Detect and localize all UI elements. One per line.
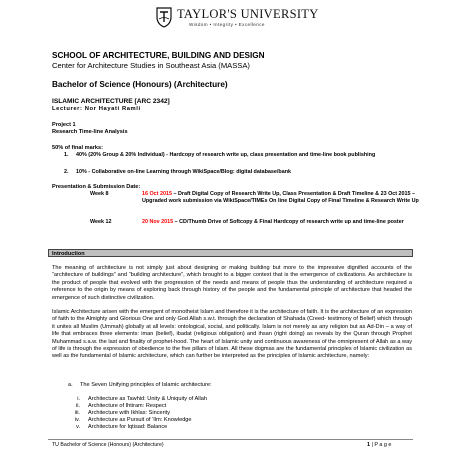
centre-name: Center for Architecture Studies in Southeast Asia (MASSA): [52, 61, 250, 70]
principles-letter: a.: [68, 382, 73, 388]
presentation-label: Presentation & Submission Date:: [52, 184, 141, 190]
list-item-number: i.: [77, 396, 80, 402]
schedule-week: Week 12: [90, 219, 112, 225]
schedule-text: – Draft Digital Copy of Research Write Up, Class Presentation & Draft Timeline & 23 Oct 2015 – Upgraded work submission via WikiSpace/TIMEs On line Digital Copy of Final Timeline & Research Write Up: [142, 191, 419, 205]
schedule-description: [142, 219, 422, 226]
list-item-text: Architecture as Tawhid: Unity & Uniquity of Allah: [88, 396, 207, 402]
list-item-number: ii.: [75, 403, 80, 409]
section-header-bar: [48, 249, 413, 257]
university-tagline: Wisdom • Integrity • Excellence: [189, 22, 265, 27]
footer-divider: [48, 439, 413, 440]
page-label: | P a g e: [370, 442, 392, 448]
islamic-architecture-paragraph: Islamic Architecture arisen with the emergent of monotheist Islam and therefore it is the architecture of faith. It is the architecture of an expression of faith to the Almighty and Glorious One and only God Allah s.w.t. through the declaration of Shahada (Creed- testimony of Belief) which through it unites all Muslim (Ummah) globally at all levels: ontological, social, and politically. Islam is not merely as any religion but as Ad-Din – a way of life that embraces three elements: iman (belief), ibadat (religious obligation) and ihsan (right doing) as reveals by the Quran through Prophet Muhammad s.a.w. the last and finality of prophet-hood. The heart of Islamic unity and continuous awareness of the omnipresent of Allah as a way of life is through the expression of obedience to the five pillars of Islam. All these dogmas are the fundamental principles of Islamic civilization as well as the fundamental of Islamic architecture, which can further be interpreted as the principles of Islamic architecture, namely:: [52, 309, 412, 360]
marks-label: 50% of final marks:: [52, 145, 103, 151]
crest-icon: [155, 6, 173, 28]
lecturer-name: Lecturer: Nor Hayati Ramli: [52, 106, 141, 112]
list-item-text: Architecture of Ihtiram: Respect: [88, 403, 167, 409]
footer-program: TU Bachelor of Science (Honours) (Architecture): [52, 442, 164, 448]
schedule-week: Week 8: [90, 191, 109, 197]
school-name: SCHOOL OF ARCHITECTURE, BUILDING AND DESIGN: [52, 51, 265, 60]
list-item-text: Architecture with Ikhlas: Sincerity: [88, 410, 171, 416]
principles-title: The Seven Unifying principles of Islamic architecture:: [80, 382, 212, 388]
list-item-number: v.: [76, 424, 80, 430]
schedule-description: [142, 191, 422, 205]
degree-title: Bachelor of Science (Honours) (Architecture): [52, 80, 228, 89]
marks-item-number: 2.: [64, 169, 69, 175]
list-item-text: Architecture for Iqtisad: Balance: [88, 424, 168, 430]
marks-item-text: 40% (20% Group & 20% Individual) - Hardcopy of research write up, class presentation and time-line book publishing: [76, 152, 376, 158]
course-title: ISLAMIC ARCHITECTURE [ARC 2342]: [52, 98, 170, 105]
footer-page-number: [367, 442, 391, 448]
schedule-date: 20 Nov 2015: [142, 219, 174, 225]
list-item-text: Architecture as Pursuit of ‘Ilm: Knowledge: [88, 417, 192, 423]
section-title: Introduction: [52, 250, 85, 257]
project-title: Research Time-line Analysis: [52, 129, 128, 135]
intro-paragraph: The meaning of architecture is not simply just about designing or making building but more to the impressive dignified accounts of the “architecture of buildings” and “building architecture”, which brought to a bigger context that is the emergence of civilizations. As architecture is the product of people that evolved with the progression of the needs and means of people thus the understanding of architecture required a reference to the origin by means of exploring back through history of the people and the fundamental principle of architecture that headed the emergence of such distinctive civilization.: [52, 265, 412, 301]
schedule-text: – CD/Thumb Drive of Softcopy & Final Hardcopy of research write up and time-line poster: [173, 219, 404, 225]
list-item-number: iv.: [74, 417, 80, 423]
marks-item-number: 1.: [64, 152, 69, 158]
university-logo: [155, 6, 319, 36]
university-name: TAYLOR'S UNIVERSITY: [177, 7, 319, 21]
schedule-date: 16 Oct 2015: [142, 191, 172, 197]
project-number: Project 1: [52, 122, 76, 128]
list-item-number: iii.: [74, 410, 80, 416]
page-number: 1: [367, 442, 370, 448]
marks-item-text: 10% - Collaborative on-line Learning through WikiSpace/Blog: digital database/bank: [76, 169, 292, 175]
